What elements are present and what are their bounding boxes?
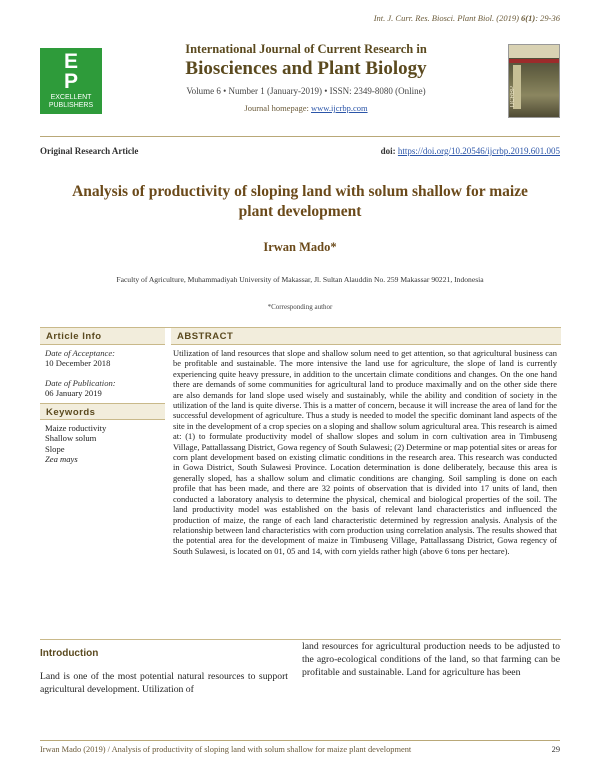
article-info-column — [40, 328, 165, 639]
publication-label: Date of Publication: — [45, 377, 116, 388]
issue-info: Volume 6 • Number 1 (January-2019) • ISSN: 2349-8080 (Online) — [186, 86, 426, 96]
introduction-heading: Introduction — [40, 648, 99, 659]
doi — [381, 146, 560, 156]
acceptance-date: 10 December 2018 — [45, 358, 111, 369]
footer-divider — [40, 740, 560, 741]
article-info-heading: Article Info — [40, 328, 165, 345]
running-head-year: (2019) — [496, 13, 519, 23]
keywords-list — [40, 420, 165, 465]
cover-code: IJCRBP — [510, 85, 516, 107]
keyword-item: Maize roductivity — [45, 422, 107, 433]
page-number: 29 — [551, 745, 560, 754]
running-head-journal: Int. J. Curr. Res. Biosci. Plant Biol. — [373, 13, 495, 23]
introduction-left-column — [40, 648, 288, 696]
masthead-text — [112, 42, 500, 113]
keyword-item: Shallow solum — [45, 433, 97, 444]
publisher-logo — [40, 48, 102, 114]
keyword-item: Slope — [45, 443, 65, 454]
publication-date: 06 January 2019 — [45, 388, 102, 399]
author-affiliation: Faculty of Agriculture, Muhammadiyah University of Makassar, Jl. Sultan Alauddin No. 259 Makassar 90221, Indonesia — [116, 275, 484, 284]
journal-masthead — [40, 42, 560, 132]
journal-homepage — [112, 103, 500, 113]
corresponding-author-note: *Corresponding author — [267, 303, 333, 311]
introduction-text-right: land resources for agricultural production needs to be adjusted to the agro-ecological conditions of the land, so that farming can be profitable and sustainable. Land for agriculture has been — [302, 641, 560, 678]
cover-header-band — [509, 45, 559, 58]
homepage-link[interactable]: www.ijcrbp.com — [311, 103, 368, 113]
introduction-text-left: Land is one of the most potential natural resources to support agricultural development. Utilization of — [40, 671, 288, 695]
cover-accent-band — [509, 59, 559, 63]
introduction-section — [40, 641, 560, 718]
author-name: Irwan Mado* — [263, 240, 337, 254]
article-title: Analysis of productivity of sloping land with solum shallow for maize plant development — [72, 183, 528, 220]
article-type: Original Research Article — [40, 146, 139, 156]
article-info-abstract-box — [40, 327, 561, 640]
running-head-pages: : 29-36 — [535, 13, 560, 23]
masthead-divider — [40, 136, 560, 137]
acceptance-label: Date of Acceptance: — [45, 348, 115, 358]
doi-label: doi: — [380, 146, 396, 156]
keyword-item: Zea mays — [45, 454, 78, 465]
running-head — [374, 13, 560, 23]
keywords-heading: Keywords — [40, 403, 165, 420]
abstract-heading: ABSTRACT — [171, 328, 561, 345]
running-head-volume: 6(1) — [521, 13, 536, 23]
logo-publisher-text: EXCELLENT PUBLISHERS — [48, 94, 94, 109]
abstract-column — [171, 328, 561, 639]
article-dates — [40, 345, 165, 399]
journal-name-line2: Biosciences and Plant Biology — [185, 58, 427, 79]
footer-citation: Irwan Mado (2019) / Analysis of productivity of sloping land with solum shallow for maize plant development — [40, 745, 412, 754]
journal-cover-image — [508, 44, 560, 118]
journal-name-line1: International Journal of Current Research in — [185, 42, 427, 56]
homepage-label: Journal homepage: — [244, 103, 311, 113]
doi-link[interactable]: https://doi.org/10.20546/ijcrbp.2019.601.005 — [397, 146, 560, 156]
abstract-text: Utilization of land resources that slope and shallow solum need to get attention, so that agricultural business can be profitable and sustainable. The more intensive the land use for agriculture, the slope of land is currently experiencing quite heavy pressure, in addition to the uncertain climate conditions and changes. On the one hand there are demands of some communities for agricultural land to produce maximally and on the other side there are also demands for land slope used wisely and sustainably, while the ability and condition of society in the utilization of the land is quite diverse. This is a matter of concern, because it will increase the area of land for the successful development of agriculture. Thus a study is needed to model the specific dominant land aspects of the site in the development of a crop species on a sloping and shallow solum agricultural area. This research is aimed at: (1) to formulate productivity model of shallow slopes and solum in corn cultivation area in Timbuseng Village, Pattallassang District, Gowa regency of South Sulawesi; (2) Determine or map potential sites or areas for corn plant development based on existing climatic conditions in the research area. This research was conducted in Gowa District, South Sulawesi Province. Location determination is done deliberately, because this area is generally sloped, has a shallow solum and climatic conditions are changing. Soil sampling is done on each profile that has been made, and there are 32 points of observation that is divided into 17 units of land, then conducted a laboratory analysis to determine the physical, chemical and biological properties of the soil. The land productivity model was established on the basis of relevant land characteristics and influenced the production of maize, the range of each land characteristic determined by regression analysis. Analysis of the relationship between land characteristics with corn production using correlation analysis. The results showed that the potential area for the development of maize in Timbuseng Village, Pattallassang District, Gowa regency of South Sulawesi, is located on 01, 05 and 14, with corn yields rather high (above 6 tons per hectare). — [173, 348, 557, 556]
logo-letters: E P — [63, 50, 78, 93]
